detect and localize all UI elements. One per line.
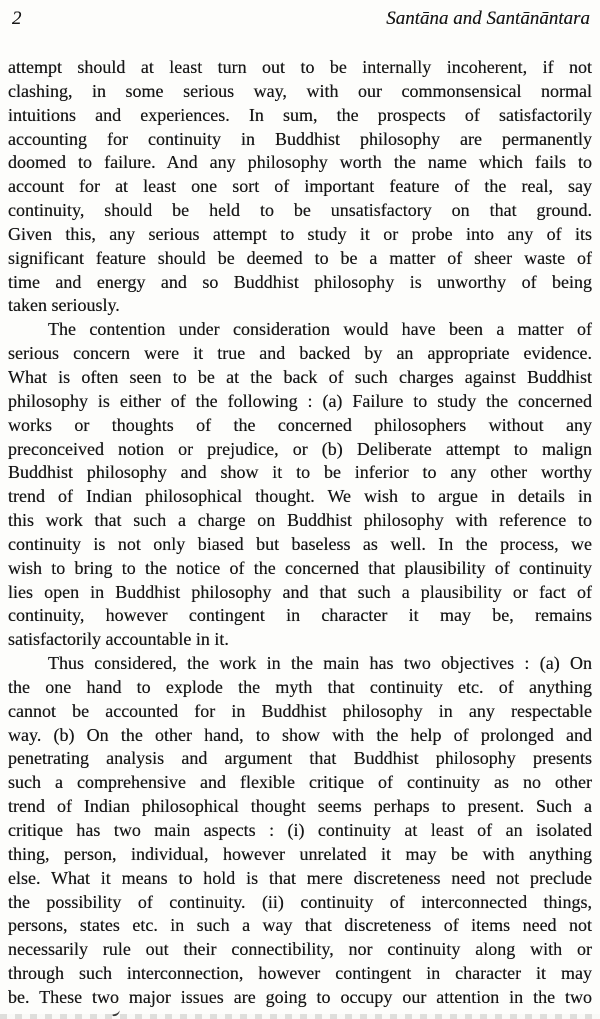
text-line: satisfactorily accountable in it. bbox=[8, 629, 229, 650]
text-line: way. (b) On the other hand, to show with the help of prolonged and bbox=[8, 724, 592, 745]
text-line: Thus considered, the work in the main has two objectives : (a) On bbox=[48, 653, 592, 674]
text-line: else. What it means to hold is that mere discreteness need not preclude bbox=[8, 867, 592, 888]
text-line: wish to bring to the notice of the concerned that plausibility of continuity bbox=[8, 557, 592, 578]
text-line: account for at least one sort of important feature of the real, say bbox=[8, 176, 592, 197]
text-line: persons, states etc. in such a way that discreteness of items need not bbox=[8, 915, 592, 936]
text-line: works or thoughts of the concerned philosophers without any bbox=[8, 414, 592, 435]
text-line: serious concern were it true and backed by an appropriate evidence. bbox=[8, 343, 592, 364]
text-line: penetrating analysis and argument that Buddhist philosophy presents bbox=[8, 748, 592, 769]
text-line: necessarily rule out their connectibility, nor continuity along with or bbox=[8, 939, 592, 960]
text-line: significant feature should be deemed to be a matter of sheer waste of bbox=[8, 247, 592, 268]
text-line: accounting for continuity in Buddhist philosophy are permanently bbox=[8, 128, 592, 149]
text-line: cannot be accounted for in Buddhist philosophy in any respectable bbox=[8, 700, 592, 721]
running-header-title: Santāna and Santānāntara bbox=[386, 8, 590, 29]
text-line: clashing, in some serious way, with our commonsensical normal bbox=[8, 80, 592, 101]
text-line: trend of Indian philosophical thought. We wish to argue in details in bbox=[8, 486, 592, 507]
text-line: the possibility of continuity. (ii) continuity of interconnected things, bbox=[8, 891, 592, 912]
text-line: critique has two main aspects : (i) continuity at least of an isolated bbox=[8, 820, 592, 840]
text-line: trend of Indian philosophical thought seems perhaps to present. Such a bbox=[8, 796, 592, 817]
text-line: taken seriously. bbox=[8, 295, 120, 316]
text-line: Given this, any serious attempt to study it or probe into any of its bbox=[8, 223, 592, 244]
page-number: 2 bbox=[12, 8, 22, 29]
text-line: attempt should at least turn out to be internally incoherent, if not bbox=[8, 57, 592, 77]
text-line: philosophy is either of the following : (a) Failure to study the concerned bbox=[8, 390, 592, 411]
text-line: The contention under consideration would have been a matter of bbox=[48, 319, 592, 340]
text-line: What is often seen to be at the back of such charges against Buddhist bbox=[8, 366, 592, 387]
text-line: lies open in Buddhist philosophy and that such a plausibility or fact of bbox=[8, 581, 592, 602]
text-line: intuitions and experiences. In sum, the prospects of satisfactorily bbox=[8, 104, 592, 125]
text-line: the one hand to explode the myth that continuity etc. of anything bbox=[8, 676, 592, 697]
text-line: be. These two major issues are going to occupy our attention in the two bbox=[8, 986, 592, 1007]
page-header bbox=[12, 8, 590, 30]
text-line: this work that such a charge on Buddhist philosophy with reference to bbox=[8, 510, 592, 531]
text-line: Buddhist philosophy and show it to be inferior to any other worthy bbox=[8, 462, 592, 483]
text-line: continuity, should be held to be unsatisfactory on that ground. bbox=[8, 200, 592, 221]
text-line: continuity is not only biased but baseless as well. In the process, we bbox=[8, 533, 592, 554]
scan-edge-shadow bbox=[0, 1014, 600, 1019]
text-line: preconceived notion or prejudice, or (b) Deliberate attempt to malign bbox=[8, 438, 592, 459]
text-line: thing, person, individual, however unrelated it may be with anything bbox=[8, 843, 592, 864]
text-line: continuity, however contingent in character it may be, remains bbox=[8, 605, 592, 626]
text-line: through such interconnection, however contingent in character it may bbox=[8, 963, 592, 984]
text-line: doomed to failure. And any philosophy worth the name which fails to bbox=[8, 152, 592, 173]
text-line: time and energy and so Buddhist philosophy is unworthy of being bbox=[8, 271, 592, 292]
text-line: such a comprehensive and flexible critique of continuity as no other bbox=[8, 772, 592, 793]
page-body bbox=[8, 56, 592, 1010]
